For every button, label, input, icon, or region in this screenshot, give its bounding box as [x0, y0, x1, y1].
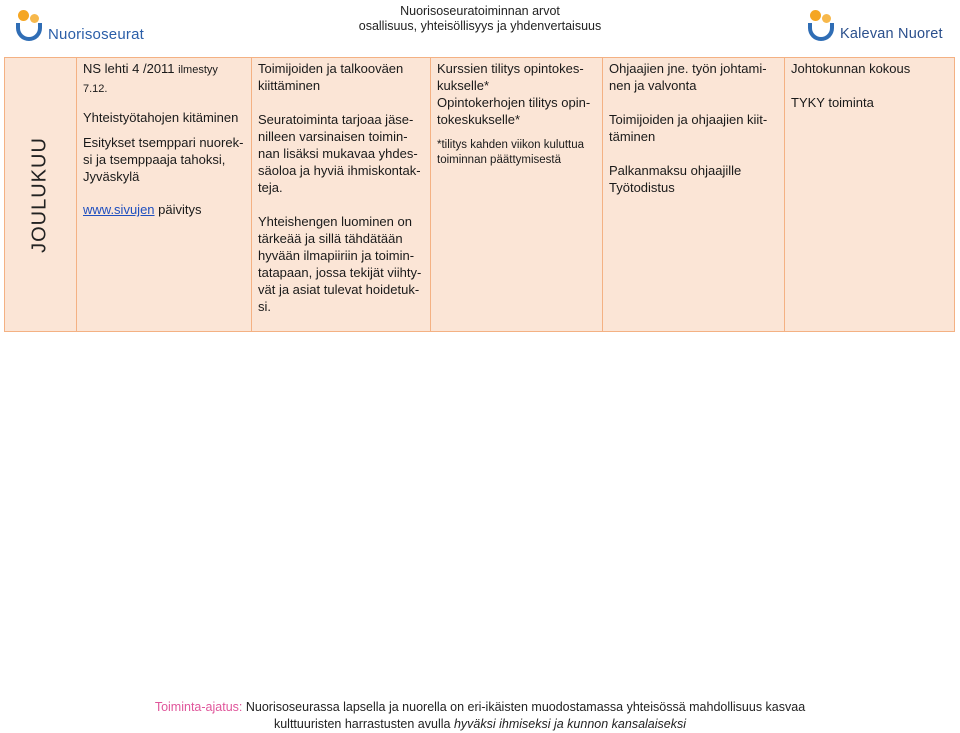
kalevan-nuoret-logo — [806, 10, 943, 44]
kalevan-nuoret-logo-icon — [806, 10, 838, 44]
col1-item1: NS lehti 4 /2011 ilmestyy 7.12. — [83, 61, 218, 95]
col1-item4: www.sivujen päivitys — [83, 202, 202, 217]
footer-lead: Toiminta-ajatus: — [154, 700, 243, 714]
header-title: Nuorisoseuratoiminnan arvot — [400, 4, 560, 18]
footer-line2: kulttuuristen harrastusten avulla hyväksi ihmiseksi ja kunnon kansalaiseksi — [273, 717, 687, 731]
col2-item3: Yhteishengen luominen on tärkeää ja sillä tähdätään hyvään ilmapiiriin ja toimin-tatapaan, jossa tekijät viihty-vät ja asiat tulevat hoidetuk-si. — [258, 214, 422, 314]
col5-item1: Johtokunnan kokous — [791, 61, 911, 76]
col1-item2: Yhteistyötahojen kitäminen — [83, 110, 239, 125]
nuorisoseurat-logo-icon — [14, 10, 46, 44]
website-link[interactable]: www.sivujen — [83, 202, 155, 217]
footer-mission — [0, 699, 960, 733]
logo-right-text: Kalevan Nuoret — [840, 26, 943, 42]
column-1 — [77, 58, 252, 331]
col3-item1: Kurssien tilitys opintokes-kukselle* — [437, 61, 584, 93]
col2-item2: Seuratoiminta tarjoaa jäse-nilleen varsinaisen toimin-nan lisäksi mukavaa yhdes-säoloa ja hyviä ihmiskontak-teja. — [258, 112, 421, 195]
col4-item2: Toimijoiden ja ohjaajien kiit-täminen — [609, 112, 768, 144]
col4-item3: Palkanmaksu ohjaajille Työtodistus — [609, 163, 742, 195]
column-4 — [603, 58, 785, 331]
col3-item2: Opintokerhojen tilitys opin-tokeskukselle* — [437, 95, 591, 127]
logo-left-text: Nuorisoseurat — [48, 25, 144, 43]
column-3 — [431, 58, 603, 331]
column-2 — [252, 58, 431, 331]
col2-item1: Toimijoiden ja talkooväen kiittäminen — [258, 61, 404, 93]
nuorisoseurat-logo — [14, 10, 144, 44]
column-5 — [785, 58, 953, 331]
footer-line1: Toiminta-ajatus: Nuorisoseurassa lapsella ja nuorella on eri-ikäisten muodostamassa yhteisössä mahdollisuus kasvaa — [154, 700, 806, 714]
col1-item3: Esitykset tsemppari nuorek-si ja tsemppaaja tahoksi, Jyväskylä — [83, 135, 244, 184]
col3-note: *tilitys kahden viikon kuluttua toiminnan päättymisestä — [437, 139, 585, 166]
col4-item1: Ohjaajien jne. työn johtami-nen ja valvonta — [609, 61, 767, 93]
header-subtitle: osallisuus, yhteisöllisyys ja yhdenvertaisuus — [358, 19, 602, 33]
col5-item2: TYKY toiminta — [791, 95, 874, 110]
month-cell — [3, 58, 77, 331]
month-table — [4, 57, 955, 332]
month-label: JOULUKUU — [28, 136, 50, 253]
